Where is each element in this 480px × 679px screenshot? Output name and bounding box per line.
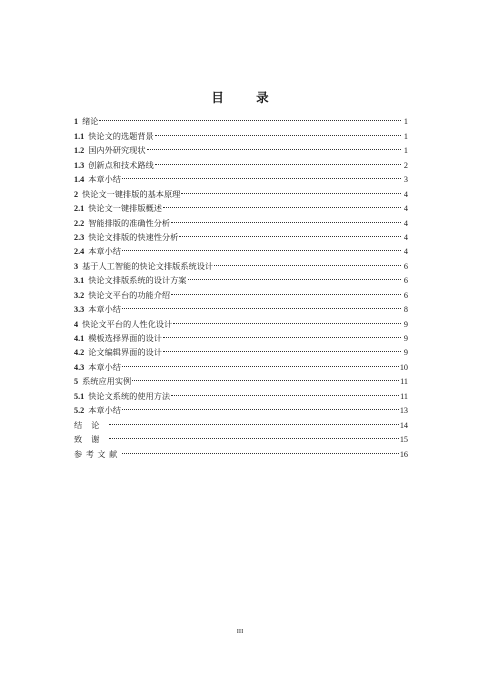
- toc-entry-page: 11: [400, 377, 408, 387]
- toc-entry-page: 11: [400, 391, 408, 401]
- toc-entry: [74, 399, 408, 416]
- toc-entry-label: 致谢: [74, 434, 109, 445]
- toc-entry-page: 10: [399, 362, 408, 372]
- toc-entry-label: 结论: [74, 419, 109, 430]
- toc-entry-page: 1: [403, 117, 408, 127]
- dot-leader: [122, 240, 401, 254]
- toc-entry-label: 论文编辑界面的设计: [88, 347, 162, 358]
- toc-entry-page: 1: [403, 131, 408, 141]
- toc-entry-number: 1.4: [74, 175, 85, 185]
- toc-entry-label: 快论文排版系统的设计方案: [88, 275, 187, 286]
- toc-entry-number: 4.1: [74, 334, 85, 343]
- toc-entry-number: 5.2: [74, 406, 85, 416]
- toc-entry-label: 本章小结: [88, 361, 121, 372]
- toc-entry: [74, 254, 408, 271]
- toc-entry-page: 9: [403, 348, 408, 358]
- dot-leader: [99, 110, 401, 124]
- dot-leader: [179, 226, 401, 240]
- toc-entry-label: 基于人工智能的快论文排版系统设计: [82, 260, 214, 271]
- toc-entry: [74, 312, 408, 329]
- toc-entry-page: 2: [403, 160, 408, 170]
- dot-leader: [132, 370, 399, 384]
- toc-title: 目 录: [211, 90, 283, 105]
- toc-entry-page: 6: [403, 261, 408, 271]
- toc-entry-page: 4: [403, 204, 408, 214]
- toc-entry-number: 2.1: [74, 204, 85, 214]
- toc-entry-label: 快论文的选题背景: [88, 130, 154, 141]
- toc-entry-page: 13: [399, 406, 408, 416]
- toc-entry-label: 模板选择界面的设计: [88, 333, 162, 343]
- table-of-contents: [74, 110, 408, 457]
- dot-leader: [155, 124, 401, 138]
- toc-entry-number: 2.4: [74, 247, 85, 257]
- page-number: III: [236, 628, 244, 635]
- toc-entry: [74, 240, 408, 257]
- toc-entry: [74, 182, 408, 199]
- toc-entry-label: 智能排版的准确性分析: [88, 217, 171, 228]
- dot-leader: [122, 442, 399, 456]
- toc-entry-page: 4: [403, 232, 408, 242]
- dot-leader: [109, 428, 398, 442]
- toc-entry-label: 快论文平台的人性化设计: [82, 318, 173, 329]
- dot-leader: [155, 153, 401, 167]
- toc-entry-number: 1.1: [74, 131, 85, 141]
- toc-entry-page: 14: [399, 420, 408, 430]
- toc-entry-label: 快论文平台的功能介绍: [88, 289, 171, 300]
- toc-entry-label: 系统应用实例: [82, 376, 132, 387]
- toc-entry: [74, 298, 408, 315]
- toc-entry-number: 5: [74, 377, 79, 387]
- dot-leader: [181, 182, 401, 196]
- toc-entry-number: 4.3: [74, 362, 85, 372]
- dot-leader: [214, 254, 401, 268]
- toc-entry: [74, 355, 408, 372]
- dot-leader: [122, 298, 401, 312]
- dot-leader: [173, 312, 401, 326]
- dot-leader: [171, 283, 401, 297]
- toc-entry: [74, 168, 408, 185]
- toc-entry-label: 参考文献: [74, 448, 121, 459]
- dot-leader: [171, 384, 399, 398]
- toc-entry-number: 5.1: [74, 391, 85, 401]
- toc-entry-label: 国内外研究现状: [88, 145, 146, 156]
- dot-leader: [188, 269, 402, 283]
- toc-entry-page: 6: [403, 276, 408, 286]
- toc-entry-label: 快论文系统的使用方法: [88, 390, 171, 401]
- toc-entry-page: 4: [403, 247, 408, 257]
- toc-entry: [74, 110, 408, 127]
- toc-entry-page: 4: [403, 218, 408, 228]
- toc-entry-number: 2: [74, 189, 79, 199]
- toc-entry: [74, 413, 408, 430]
- dot-leader: [171, 211, 401, 225]
- toc-entry-page: 6: [403, 290, 408, 300]
- toc-entry-page: 9: [403, 319, 408, 329]
- toc-entry-page: 3: [403, 175, 408, 185]
- dot-leader: [163, 341, 401, 355]
- toc-entry-label: 创新点和技术路线: [88, 159, 154, 170]
- dot-leader: [163, 197, 401, 211]
- toc-entry-number: 3.2: [74, 290, 85, 300]
- toc-entry-number: 4: [74, 319, 79, 329]
- toc-entry-page: 9: [403, 334, 408, 343]
- toc-entry-label: 本章小结: [88, 304, 121, 315]
- toc-entry-page: 8: [403, 305, 408, 315]
- dot-leader: [122, 399, 399, 413]
- toc-entry-page: 15: [399, 435, 408, 445]
- toc-entry-number: 1.3: [74, 160, 85, 170]
- toc-entry-number: 1.2: [74, 146, 85, 156]
- toc-entry-page: 4: [403, 189, 408, 199]
- dot-leader: [122, 355, 399, 369]
- toc-entry-label: 快论文一键排版的基本原理: [82, 188, 181, 199]
- toc-entry: [74, 428, 408, 445]
- toc-entry-page: 1: [403, 146, 408, 156]
- toc-entry-label: 快论文一键排版概述: [88, 203, 162, 214]
- toc-entry-number: 2.3: [74, 232, 85, 242]
- toc-entry-number: 4.2: [74, 348, 85, 358]
- toc-entry-label: 本章小结: [88, 405, 121, 416]
- toc-entry-number: 3.3: [74, 305, 85, 315]
- dot-leader: [122, 168, 401, 182]
- toc-entry-number: 2.2: [74, 218, 85, 228]
- toc-entry-page: 16: [399, 449, 408, 459]
- toc-entry-label: 绪论: [82, 116, 99, 127]
- dot-leader: [109, 413, 398, 427]
- toc-entry: [74, 124, 408, 141]
- toc-entry-number: 3: [74, 261, 79, 271]
- toc-entry-label: 快论文排版的快速性分析: [88, 231, 179, 242]
- dot-leader: [147, 139, 401, 153]
- toc-entry-label: 本章小结: [88, 174, 121, 185]
- toc-entry: [74, 370, 408, 387]
- toc-entry-number: 1: [74, 117, 79, 127]
- toc-entry: [74, 442, 408, 459]
- dot-leader: [163, 327, 401, 341]
- toc-entry-number: 3.1: [74, 276, 85, 286]
- toc-entry-label: 本章小结: [88, 246, 121, 257]
